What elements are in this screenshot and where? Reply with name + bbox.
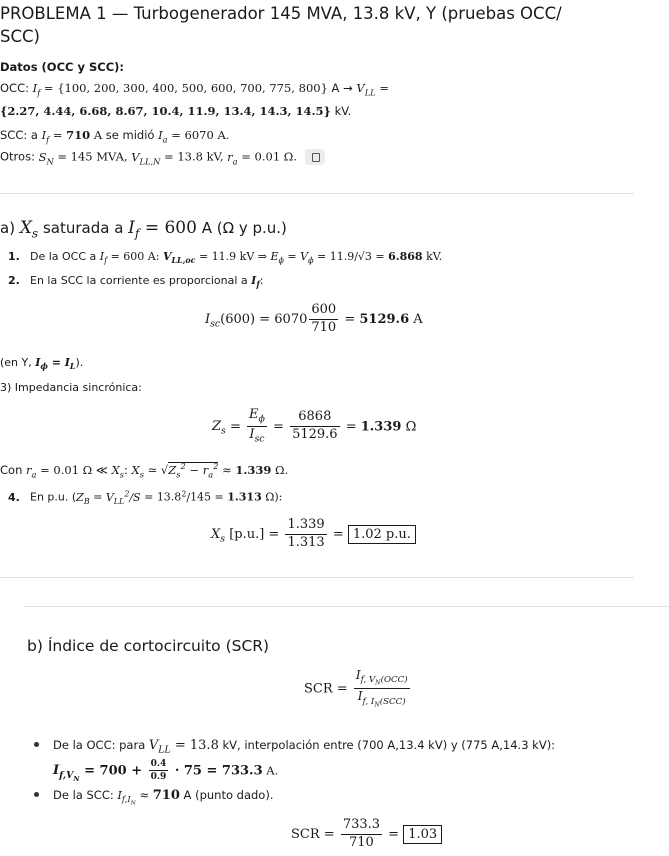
step-3: 3) Impedancia sincrónica:	[0, 381, 142, 394]
bullet-1-formula: $I_{f,V_N} = 700$ + $\frac{0.4}{0.9}$ · 75 = 733.3 A.	[53, 759, 279, 783]
divider-2	[0, 577, 634, 578]
occ-line: OCC: $I_f = \{100$, 200, 300, 400, 500, 600, 700, 775, 800} $A \to V_{LL}$ =	[0, 81, 389, 98]
page-title-line-1: PROBLEMA 1 — Turbogenerador 145 MVA, 13.8 kV, Y (pruebas OCC/	[0, 4, 562, 23]
result-box-xs-pu: 1.02 p.u.	[348, 525, 416, 544]
equation-isc: $I_{sc}(600) = 6070$ $\frac{600}{710}$ = 5129.6 A	[205, 302, 423, 335]
occ-vll-values: {2.27, 4.44, 6.68, 8.67, 10.4, 11.9, 13.4, 14.3, 14.5}	[0, 104, 331, 118]
bullet-2: De la SCC: $I_{f,I_N} \approx 710$ A (punto dado).	[34, 788, 273, 807]
bullet-1: De la OCC: para $V_{LL} = 13.8$ kV, interpolación entre (700 A,13.4 kV) y (775 A,14.3 kV):	[34, 738, 555, 756]
con-ra-line: Con $r_a = 0.01$ Ω ≪ $X_s$: $X_s$ ≃ $√Z_s^2 - r_a^2 \approx 1.339$ Ω.	[0, 461, 289, 480]
otros-line: Otros: $S_N = 145$ MVA, $V_{LL,N} = 13.8$ kV, $r_a = 0.01$ Ω.	[0, 149, 325, 166]
scc-line: SCC: a $I_f = 710$ A se midió $I_a = 6070$ A.	[0, 128, 230, 145]
result-box-scr: 1.03	[403, 825, 442, 844]
step-1: 1. De la OCC a $I_f = 600$ A: $V_{LL,oc} = 11.9$ kV ⇒ $E_\phi = V_\phi = 11.9/√3 = 6.868$ kV.	[8, 250, 443, 266]
bullet-dot	[34, 792, 39, 797]
note-y: (en Y, $I_\phi = I_L$).	[0, 356, 84, 372]
equation-zs: $Z_s$ = $\frac{E_\phi}{I_{sc}}$ = $\frac{6868}{5129.6}$ = 1.339 Ω	[212, 407, 417, 445]
occ-if-values: {100, 200, 300, 400, 500, 600, 700, 775, 800}	[57, 81, 328, 95]
step-4: 4. En p.u. ($Z_B = V_{LL}^2/S = 13.8^2/145 = 1.313$ Ω):	[8, 489, 283, 506]
equation-scr-def: SCR = $\frac{I_{f, V_N(OCC)}}{I_{f, I_N(SCC)}}$	[304, 668, 408, 709]
bullet-dot	[34, 742, 39, 747]
equation-scr-result: SCR = $\frac{733.3}{710}$ = 1.03	[291, 818, 442, 851]
part-a-heading: a) $X_s$ saturada a $I_f = 600$ A (Ω y p.u.)	[0, 218, 287, 241]
copy-icon[interactable]	[305, 149, 325, 165]
equation-pu: $X_s$ [p.u.] = $\frac{1.339}{1.313}$ = 1.02 p.u.	[211, 518, 416, 551]
divider-3	[24, 606, 669, 607]
page-title	[0, 2, 562, 48]
datos-heading: Datos (OCC y SCC):	[0, 60, 124, 74]
step-2: 2. En la SCC la corriente es proporcional a $I_f$:	[8, 274, 264, 290]
divider-1	[0, 193, 634, 194]
part-b-heading: b) Índice de cortocircuito (SCR)	[27, 637, 270, 655]
page-title-line-2: SCC)	[0, 27, 40, 46]
occ-line-2: {2.27, 4.44, 6.68, 8.67, 10.4, 11.9, 13.4, 14.3, 14.5} kV.	[0, 104, 352, 118]
